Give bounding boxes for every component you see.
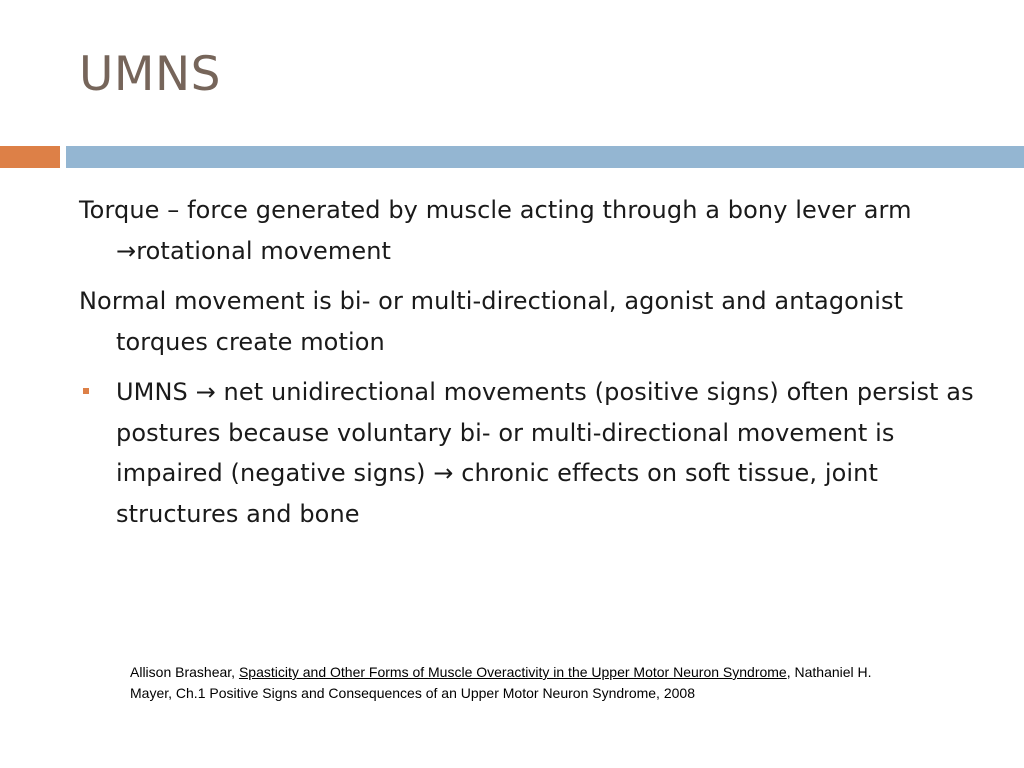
accent-bar-orange	[0, 146, 60, 168]
citation-author: Allison Brashear,	[130, 664, 239, 680]
slide-body	[79, 190, 979, 544]
citation-book-link[interactable]: Spasticity and Other Forms of Muscle Overactivity in the Upper Motor Neuron Syndrome	[238, 664, 787, 680]
accent-bar-blue	[66, 146, 1024, 168]
citation-details: , Nathaniel H. Mayer, Ch.1 Positive Signs and Consequences of an Upper Motor Neuron Syndrome, 2008	[130, 664, 872, 701]
bullet-item-umns	[79, 372, 979, 534]
body-paragraph-normal-movement: Normal movement is bi- or multi-directional, agonist and antagonist torques create motion	[79, 287, 904, 356]
bullet-item-text: UMNS → net unidirectional movements (positive signs) often persist as postures because voluntary bi- or multi-directional movement is impaired (negative signs) → chronic effects on soft tissue, joint structures and bone	[116, 378, 974, 528]
citation	[130, 662, 900, 704]
square-bullet-icon	[83, 388, 89, 394]
slide-title: UMNS	[79, 47, 221, 102]
body-paragraph-torque: Torque – force generated by muscle acting through a bony lever arm →rotational movement	[79, 196, 912, 265]
